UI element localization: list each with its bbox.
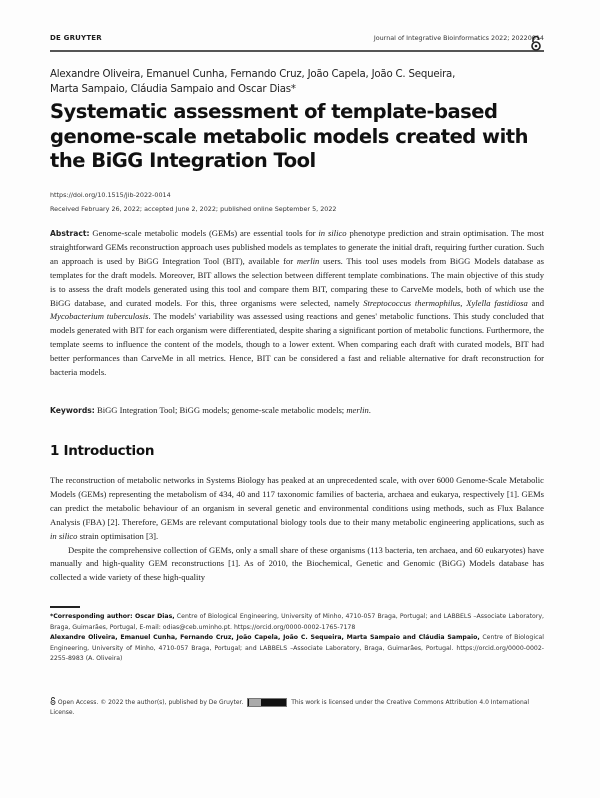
organism-name: Mycobacterium tuberculosis (50, 311, 149, 322)
abstract-italic: in silico (318, 228, 347, 238)
paragraph-text: The reconstruction of metabolic networks in Systems Biology has peaked at an unprecedented scale, with over 6000 Genome-Scale Metabolic Models (GEMs) representing the metabolism of 434, 40 and 117 taxonomic families of bacteria, archaea and eukarya, respectively [1]. GEMs can predict the metabolic behaviour of an organism in several genetic and environmental conditions using methods, such as Flux Balance Analysis (FBA) [2]. Therefore, GEMs are relevant computational biology tools due to their many metabolic engineering applications, such as (50, 475, 544, 527)
paragraph: Despite the comprehensive collection of GEMs, only a small share of these organisms (113 bacteria, ten archaea, and 60 eukaryotes) have manually and high-quality GEM reconstructions [1]. As of 2010, the Biochemical, Genetic and Genomic (BiGG) Models database has collected a wide variety of these high-quality (50, 544, 544, 583)
license-text: This work is licensed under the Creative Commons Attribution 4.0 International License. (50, 699, 530, 716)
keywords-text: BiGG Integration Tool; BiGG models; genome-scale metabolic models; (94, 405, 347, 415)
abstract-text: Genome-scale metabolic models (GEMs) are essential tools for (89, 228, 319, 238)
author-affiliations-note (50, 633, 544, 665)
introduction-body (50, 474, 544, 585)
footnote-text: Centre of Biological Engineering, University of Minho, 4710-057 Braga, Portugal; and LABBELS –Associate Laboratory, Braga, Guimarães, Portugal, E-mail: odias@ceb.uminho.pt. https://orcid.org/0000-0002-1765-7178 (50, 613, 544, 631)
keywords-label: Keywords: (50, 406, 95, 415)
footnote-rule (50, 606, 80, 608)
section-heading-introduction: 1 Introduction (50, 443, 155, 459)
organism-name: Streptococcus thermophilus (363, 297, 461, 308)
authors-line-2: Marta Sampaio, Cláudia Sampaio and Oscar Dias* (50, 84, 296, 95)
authors-line-1: Alexandre Oliveira, Emanuel Cunha, Fernando Cruz, João Capela, João C. Sequeira, (50, 69, 456, 80)
footnotes (50, 612, 544, 665)
abstract (50, 227, 544, 380)
paragraph-text: strain optimisation [3]. (77, 530, 159, 541)
article-title: Systematic assessment of template-based genome-scale metabolic models created with the BiGG Integration Tool (50, 100, 528, 172)
paragraph (50, 474, 544, 544)
abstract-text: , (460, 297, 467, 308)
footnote-label: *Corresponding author: Oscar Dias, (50, 613, 175, 620)
page-header (50, 33, 544, 47)
license-text: Open Access. © 2022 the author(s), published by De Gruyter. (57, 699, 244, 706)
author-list (50, 67, 544, 97)
abstract-text: and (527, 297, 544, 308)
publisher-name: DE GRUYTER (50, 34, 102, 42)
abstract-italic: merlin (296, 255, 320, 266)
doi-link[interactable]: https://doi.org/10.1515/jib-2022-0014 (50, 191, 171, 199)
cc-by-badge-icon[interactable] (247, 698, 287, 707)
journal-citation: Journal of Integrative Bioinformatics 2022; 20220014 (373, 34, 544, 42)
abstract-text: users. This tool uses models from BiGG Models database as templates for the draft models. Moreover, BIT allows the selection between different template combinations. The main objective of this study is to assess the draft models generated using this tool and compare them BIT, comparing these to CarveMe models, both of which use the BiGG database, and curated models. For this, three organisms were selected, namely (50, 255, 544, 308)
header-rule (50, 50, 544, 52)
open-access-lock-icon (530, 35, 542, 51)
footnote-label: Alexandre Oliveira, Emanuel Cunha, Fernando Cruz, João Capela, João C. Sequeira, Marta Sampaio and Cláudia Sampaio, (50, 634, 480, 642)
keyword-italic: merlin (346, 405, 369, 415)
abstract-text: phenotype prediction and strain optimisation. The most straightforward GEMs reconstruction approach uses published models as templates to generate the initial draft, requiring further curation. Such an approach is used by BiGG Integration Tool (BIT), available for (50, 228, 544, 266)
organism-name: Xylella fastidiosa (466, 297, 528, 308)
footnote-text: Centre of Biological Engineering, University of Minho, 4710-057 Braga, Portugal; and LABBELS –Associate Laboratory, Braga, Guimarães, Portugal. https://orcid.org/0000-0002-2255-8983 (A. Oliveira) (50, 634, 544, 663)
paragraph-italic: in silico (50, 530, 78, 541)
keywords-end: . (368, 405, 371, 415)
open-access-icon (50, 697, 56, 705)
abstract-label: Abstract: (50, 229, 90, 238)
abstract-text: . The models' variability was assessed using reactions and genes' metabolic functions. This study concluded that models generated with BIT for each organism were differentiated, despite sharing a significant portion of metabolic functions. Furthermore, the template seems to influence the content of the models, though to a lower extent. When comparing each draft with curated models, BIT had better performances than CarveMe in all metrics. Hence, BIT can be considered a fast and reliable alternative for draft reconstruction for bacteria models. (50, 311, 544, 378)
keywords (50, 404, 544, 417)
publication-dates: Received February 26, 2022; accepted June 2, 2022; published online September 5, 2022 (50, 205, 337, 213)
license-note (50, 697, 544, 718)
corresponding-author-note (50, 612, 544, 633)
